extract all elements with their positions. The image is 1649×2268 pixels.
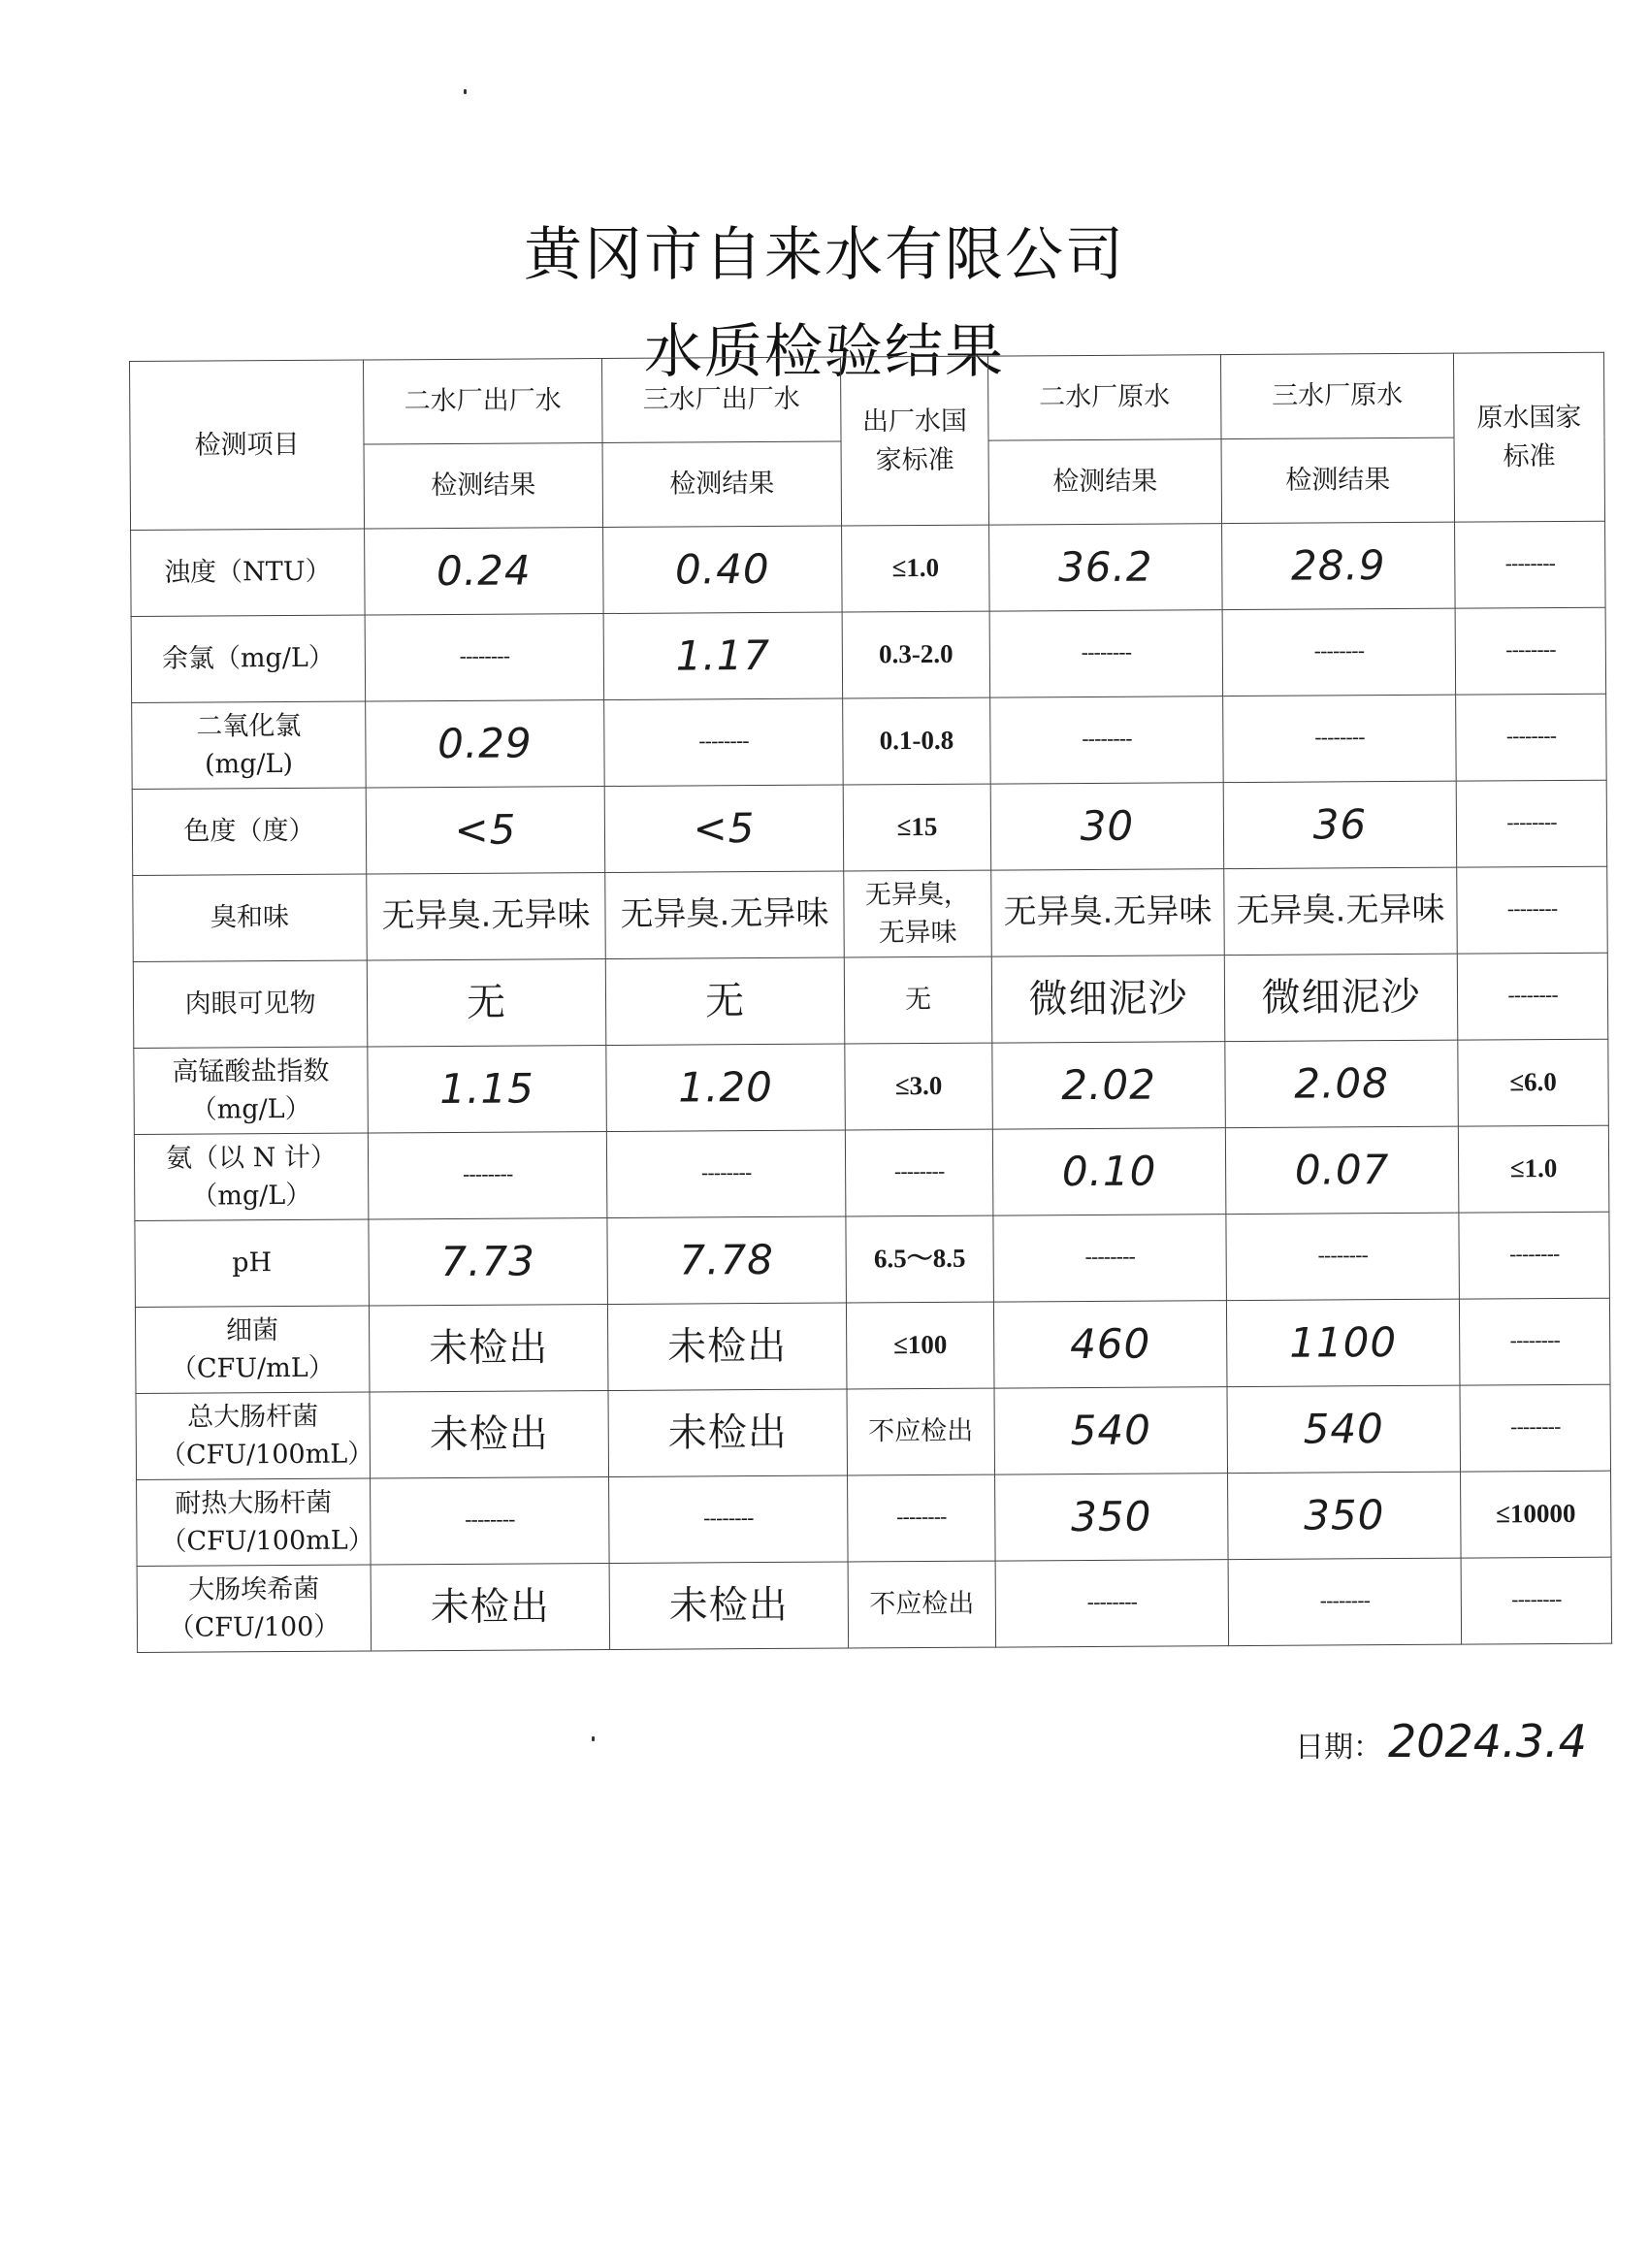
cell-rs: -------- — [1457, 953, 1608, 1040]
cell-p2o: 0.24 — [365, 528, 604, 616]
cell-os: 不应检出 — [847, 1388, 995, 1475]
cell-p2r: 350 — [995, 1474, 1229, 1561]
cell-item: 细菌（CFU/mL） — [135, 1306, 370, 1393]
cell-rs: -------- — [1459, 1212, 1610, 1299]
cell-os: ≤1.0 — [842, 525, 990, 612]
cell-p3r: -------- — [1223, 695, 1457, 782]
cell-p2o: 未检出 — [369, 1305, 608, 1393]
cell-os: -------- — [848, 1474, 996, 1562]
cell-rs: -------- — [1461, 1557, 1612, 1644]
table-row — [133, 953, 1608, 1048]
cell-rs: -------- — [1456, 780, 1607, 867]
cell-rs: -------- — [1456, 694, 1607, 781]
cell-p2o: 7.73 — [369, 1218, 608, 1307]
results-body — [131, 521, 1612, 1652]
cell-p2r: -------- — [990, 697, 1224, 784]
cell-p3r: 28.9 — [1222, 522, 1456, 609]
header-item: 检测项目 — [130, 360, 365, 530]
cell-item: 大肠埃希菌（CFU/100） — [137, 1565, 372, 1652]
cell-p2r: 460 — [993, 1301, 1227, 1388]
cell-p3r: 0.07 — [1225, 1126, 1459, 1214]
cell-item: 色度（度） — [132, 788, 367, 875]
table-row — [135, 1298, 1610, 1393]
cell-rs: -------- — [1459, 1298, 1610, 1385]
results-sheet — [129, 352, 1611, 1653]
cell-rs: -------- — [1457, 866, 1608, 954]
cell-item: 耐热大肠杆菌（CFU/100mL） — [137, 1478, 372, 1566]
subheader-result: 检测结果 — [988, 439, 1222, 525]
cell-p2o: 未检出 — [371, 1563, 610, 1651]
header-plant3-out: 三水厂出厂水 — [601, 357, 841, 443]
table-row — [134, 1039, 1609, 1134]
cell-p3o: 无异臭.无异味 — [605, 871, 845, 959]
results-table — [129, 352, 1612, 1653]
table-row — [135, 1212, 1610, 1307]
scan-speck — [592, 1736, 595, 1741]
table-row — [131, 521, 1606, 616]
cell-item: 肉眼可见物 — [133, 960, 368, 1048]
cell-item: 臭和味 — [133, 874, 368, 961]
header-row — [130, 352, 1605, 445]
cell-p3r: -------- — [1228, 1558, 1462, 1645]
cell-p2o: <5 — [366, 787, 605, 875]
header-raw-standard: 原水国家标准 — [1453, 352, 1604, 522]
cell-os: 6.5～8.5 — [846, 1215, 994, 1303]
table-row — [137, 1471, 1612, 1566]
subheader-result: 检测结果 — [1221, 437, 1455, 523]
cell-rs: -------- — [1460, 1384, 1611, 1472]
header-plant3-raw: 三水厂原水 — [1220, 353, 1454, 438]
cell-p2r: 30 — [990, 783, 1224, 870]
date-value: 2024.3.4 — [1388, 1715, 1587, 1767]
cell-p2o: -------- — [365, 614, 604, 702]
cell-rs: ≤1.0 — [1458, 1125, 1609, 1213]
cell-p2o: -------- — [368, 1132, 607, 1220]
cell-p2r: -------- — [993, 1215, 1227, 1302]
cell-p3o: -------- — [604, 698, 844, 787]
cell-p3r: -------- — [1226, 1213, 1460, 1300]
cell-rs: ≤10000 — [1461, 1471, 1612, 1558]
cell-os: 无异臭，无异味 — [844, 870, 992, 957]
header-plant2-out: 二水厂出厂水 — [363, 359, 602, 445]
table-row — [133, 866, 1608, 961]
cell-p3o: -------- — [606, 1130, 846, 1218]
cell-p2r: -------- — [989, 610, 1223, 697]
cell-item: 浊度（NTU） — [131, 529, 366, 616]
cell-p2o: 无 — [367, 959, 606, 1048]
cell-os: ≤15 — [843, 784, 991, 871]
cell-p3r: 2.08 — [1225, 1040, 1459, 1127]
cell-p3r: 350 — [1228, 1472, 1462, 1559]
cell-p3o: 未检出 — [609, 1562, 849, 1650]
header-out-standard: 出厂水国家标准 — [840, 356, 988, 526]
cell-rs: -------- — [1455, 607, 1606, 695]
table-row — [131, 607, 1606, 702]
table-row — [132, 780, 1607, 875]
date-block — [1295, 1715, 1587, 1767]
cell-p3o: 无 — [605, 957, 845, 1046]
subheader-result: 检测结果 — [364, 443, 603, 530]
cell-p2r: 0.10 — [992, 1128, 1226, 1215]
report-title: 水质检验结果 — [644, 318, 1005, 386]
cell-os: 0.3-2.0 — [842, 611, 990, 698]
subheader-result: 检测结果 — [602, 441, 842, 528]
cell-os: ≤100 — [846, 1302, 994, 1389]
cell-p3o: 未检出 — [608, 1389, 848, 1477]
cell-p2r: 微细泥沙 — [991, 956, 1225, 1043]
cell-item: 氨（以 N 计）（mg/L） — [134, 1133, 369, 1220]
cell-p2o: 1.15 — [368, 1046, 607, 1134]
cell-os: -------- — [845, 1129, 993, 1216]
cell-p3r: 1100 — [1226, 1299, 1460, 1386]
cell-os: 0.1-0.8 — [843, 697, 991, 785]
cell-p3o: 未检出 — [607, 1303, 847, 1391]
date-label: 日期： — [1295, 1731, 1382, 1765]
cell-p3o: 1.20 — [606, 1044, 846, 1132]
table-row — [137, 1557, 1612, 1652]
cell-p2o: 无异臭.无异味 — [367, 873, 606, 961]
table-row — [136, 1384, 1611, 1479]
cell-p3r: 无异臭.无异味 — [1224, 867, 1458, 955]
cell-p3r: 36 — [1223, 781, 1457, 868]
cell-item: 总大肠杆菌（CFU/100mL） — [136, 1392, 371, 1479]
cell-p2o: 未检出 — [370, 1391, 609, 1479]
cell-p2r: 2.02 — [992, 1042, 1226, 1129]
cell-p2r: 540 — [994, 1387, 1228, 1474]
cell-rs: ≤6.0 — [1458, 1039, 1609, 1126]
cell-os: ≤3.0 — [845, 1043, 993, 1130]
cell-item: 余氯（mg/L） — [131, 615, 366, 702]
table-row — [132, 694, 1607, 789]
cell-p2o: 0.29 — [366, 700, 605, 789]
cell-p2r: -------- — [995, 1560, 1229, 1647]
scan-speck — [464, 89, 467, 94]
cell-item: pH — [135, 1219, 370, 1307]
cell-os: 无 — [844, 956, 992, 1044]
cell-p3r: 微细泥沙 — [1224, 954, 1458, 1041]
cell-rs: -------- — [1455, 521, 1606, 608]
cell-p3o: 7.78 — [607, 1216, 847, 1305]
cell-p3r: -------- — [1222, 608, 1456, 696]
cell-p2r: 无异臭.无异味 — [991, 869, 1225, 956]
cell-p3o: -------- — [609, 1475, 849, 1564]
header-plant2-raw: 二水厂原水 — [987, 355, 1221, 440]
cell-p2r: 36.2 — [989, 524, 1223, 611]
cell-p2o: -------- — [371, 1477, 610, 1566]
cell-item: 高锰酸盐指数（mg/L） — [134, 1047, 369, 1134]
table-row — [134, 1125, 1609, 1220]
cell-p3r: 540 — [1227, 1385, 1461, 1473]
cell-p3o: 1.17 — [603, 612, 843, 700]
cell-p3o: 0.40 — [603, 526, 843, 614]
company-title: 黄冈市自来水有限公司 — [524, 221, 1125, 289]
cell-os: 不应检出 — [848, 1561, 996, 1648]
cell-p3o: <5 — [604, 785, 844, 873]
cell-item: 二氧化氯(mg/L) — [132, 701, 367, 789]
